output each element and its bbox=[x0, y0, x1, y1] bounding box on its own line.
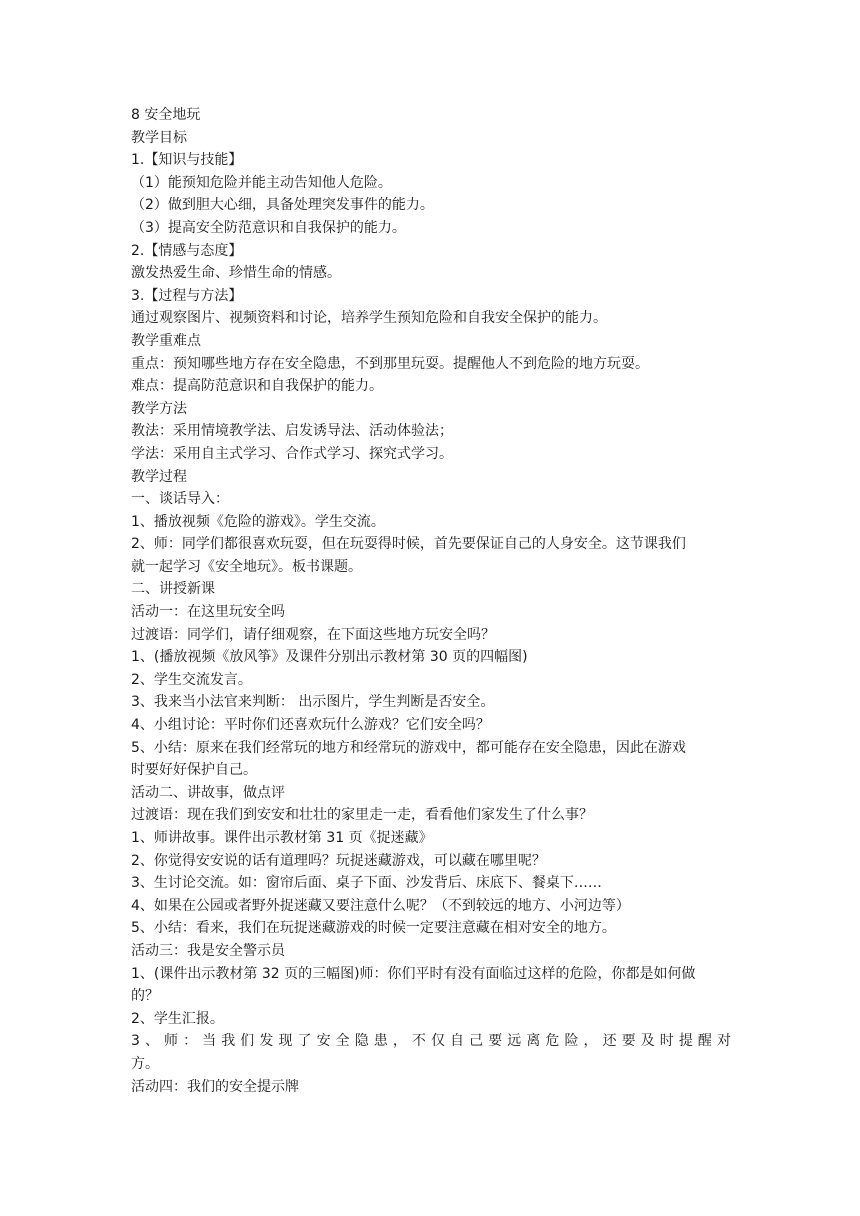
section-heading-methods: 教学方法 bbox=[131, 400, 187, 417]
text-line: 活动三：我是安全警示员 bbox=[131, 942, 285, 959]
text-line: 二、讲授新课 bbox=[131, 581, 215, 598]
text-line: （2）做到胆大心细，具备处理突发事件的能力。 bbox=[131, 197, 434, 214]
text-line: 教法：采用情境教学法、启发诱导法、活动体验法； bbox=[131, 423, 453, 440]
text-line: 2、学生汇报。 bbox=[131, 1010, 224, 1027]
text-line: 3、我来当小法官来判断： 出示图片，学生判断是否安全。 bbox=[131, 694, 495, 711]
text-line: 4、小组讨论：平时你们还喜欢玩什么游戏？它们安全吗？ bbox=[131, 717, 490, 734]
lesson-title: 8 安全地玩 bbox=[131, 107, 201, 123]
text-line: 学法：采用自主式学习、合作式学习、探究式学习。 bbox=[131, 445, 453, 462]
text-line: 活动四：我们的安全提示牌 bbox=[131, 1078, 299, 1095]
text-line: 就一起学习《安全地玩》。板书课题。 bbox=[131, 558, 362, 575]
text-line: （1）能预知危险并能主动告知他人危险。 bbox=[131, 174, 392, 191]
document-page bbox=[131, 104, 731, 1098]
text-line-justified: 3、师：当我们发现了安全隐患，不仅自己要远离危险，还要及时提醒对 bbox=[131, 1033, 731, 1050]
text-line: 1、(播放视频《放风筝》及课件分别出示教材第 30 页的四幅图) bbox=[131, 649, 528, 666]
text-line: 过渡语：同学们，请仔细观察，在下面这些地方玩安全吗？ bbox=[131, 626, 495, 643]
text-line: 活动一：在这里玩安全吗 bbox=[131, 604, 285, 621]
subheading-process: 3.【过程与方法】 bbox=[131, 287, 243, 304]
text-line: 一、谈话导入： bbox=[131, 491, 229, 508]
text-line: 方。 bbox=[131, 1055, 159, 1072]
text-line: 1、(课件出示教材第 32 页的三幅图)师：你们平时有没有面临过这样的危险，你都是如何做 bbox=[131, 965, 696, 982]
text-line: 时要好好保护自己。 bbox=[131, 762, 257, 779]
text-line: 1、师讲故事。课件出示教材第 31 页《捉迷藏》 bbox=[131, 830, 433, 846]
text-line: 过渡语：现在我们到安安和壮壮的家里走一走，看看他们家发生了什么事？ bbox=[131, 807, 593, 824]
text-line: 重点：预知哪些地方存在安全隐患，不到那里玩耍。提醒他人不到危险的地方玩耍。 bbox=[131, 355, 649, 372]
text-line: 活动二、讲故事，做点评 bbox=[131, 784, 285, 801]
text-line: 2、学生交流发言。 bbox=[131, 671, 252, 688]
text-line: 2、你觉得安安说的话有道理吗？玩捉迷藏游戏，可以藏在哪里呢？ bbox=[131, 852, 546, 869]
text-line: 2、师：同学们都很喜欢玩耍，但在玩耍得时候，首先要保证自己的人身安全。这节课我们 bbox=[131, 536, 686, 553]
text-line: 难点：提高防范意识和自我保护的能力。 bbox=[131, 378, 383, 395]
text-line: 的？ bbox=[131, 988, 159, 1005]
text-line: 3、生讨论交流。如：窗帘后面、桌子下面、沙发背后、床底下、餐桌下…… bbox=[131, 875, 602, 892]
text-line: 4、如果在公园或者野外捉迷藏又要注意什么呢？（不到较远的地方、小河边等） bbox=[131, 897, 630, 914]
section-heading-goals: 教学目标 bbox=[131, 129, 187, 146]
section-heading-key-points: 教学重难点 bbox=[131, 332, 201, 349]
text-line: 通过观察图片、视频资料和讨论，培养学生预知危险和自我安全保护的能力。 bbox=[131, 310, 607, 327]
subheading-emotion: 2.【情感与态度】 bbox=[131, 242, 243, 259]
subheading-knowledge: 1.【知识与技能】 bbox=[131, 152, 243, 169]
text-line: 激发热爱生命、珍惜生命的情感。 bbox=[131, 265, 341, 282]
text-line: （3）提高安全防范意识和自我保护的能力。 bbox=[131, 219, 406, 236]
text-line: 5、小结：看来，我们在玩捉迷藏游戏的时候一定要注意藏在相对安全的地方。 bbox=[131, 920, 616, 937]
text-line: 1、播放视频《危险的游戏》。学生交流。 bbox=[131, 513, 385, 530]
text-line: 5、小结：原来在我们经常玩的地方和经常玩的游戏中，都可能存在安全隐患，因此在游戏 bbox=[131, 739, 686, 756]
section-heading-process: 教学过程 bbox=[131, 468, 187, 485]
